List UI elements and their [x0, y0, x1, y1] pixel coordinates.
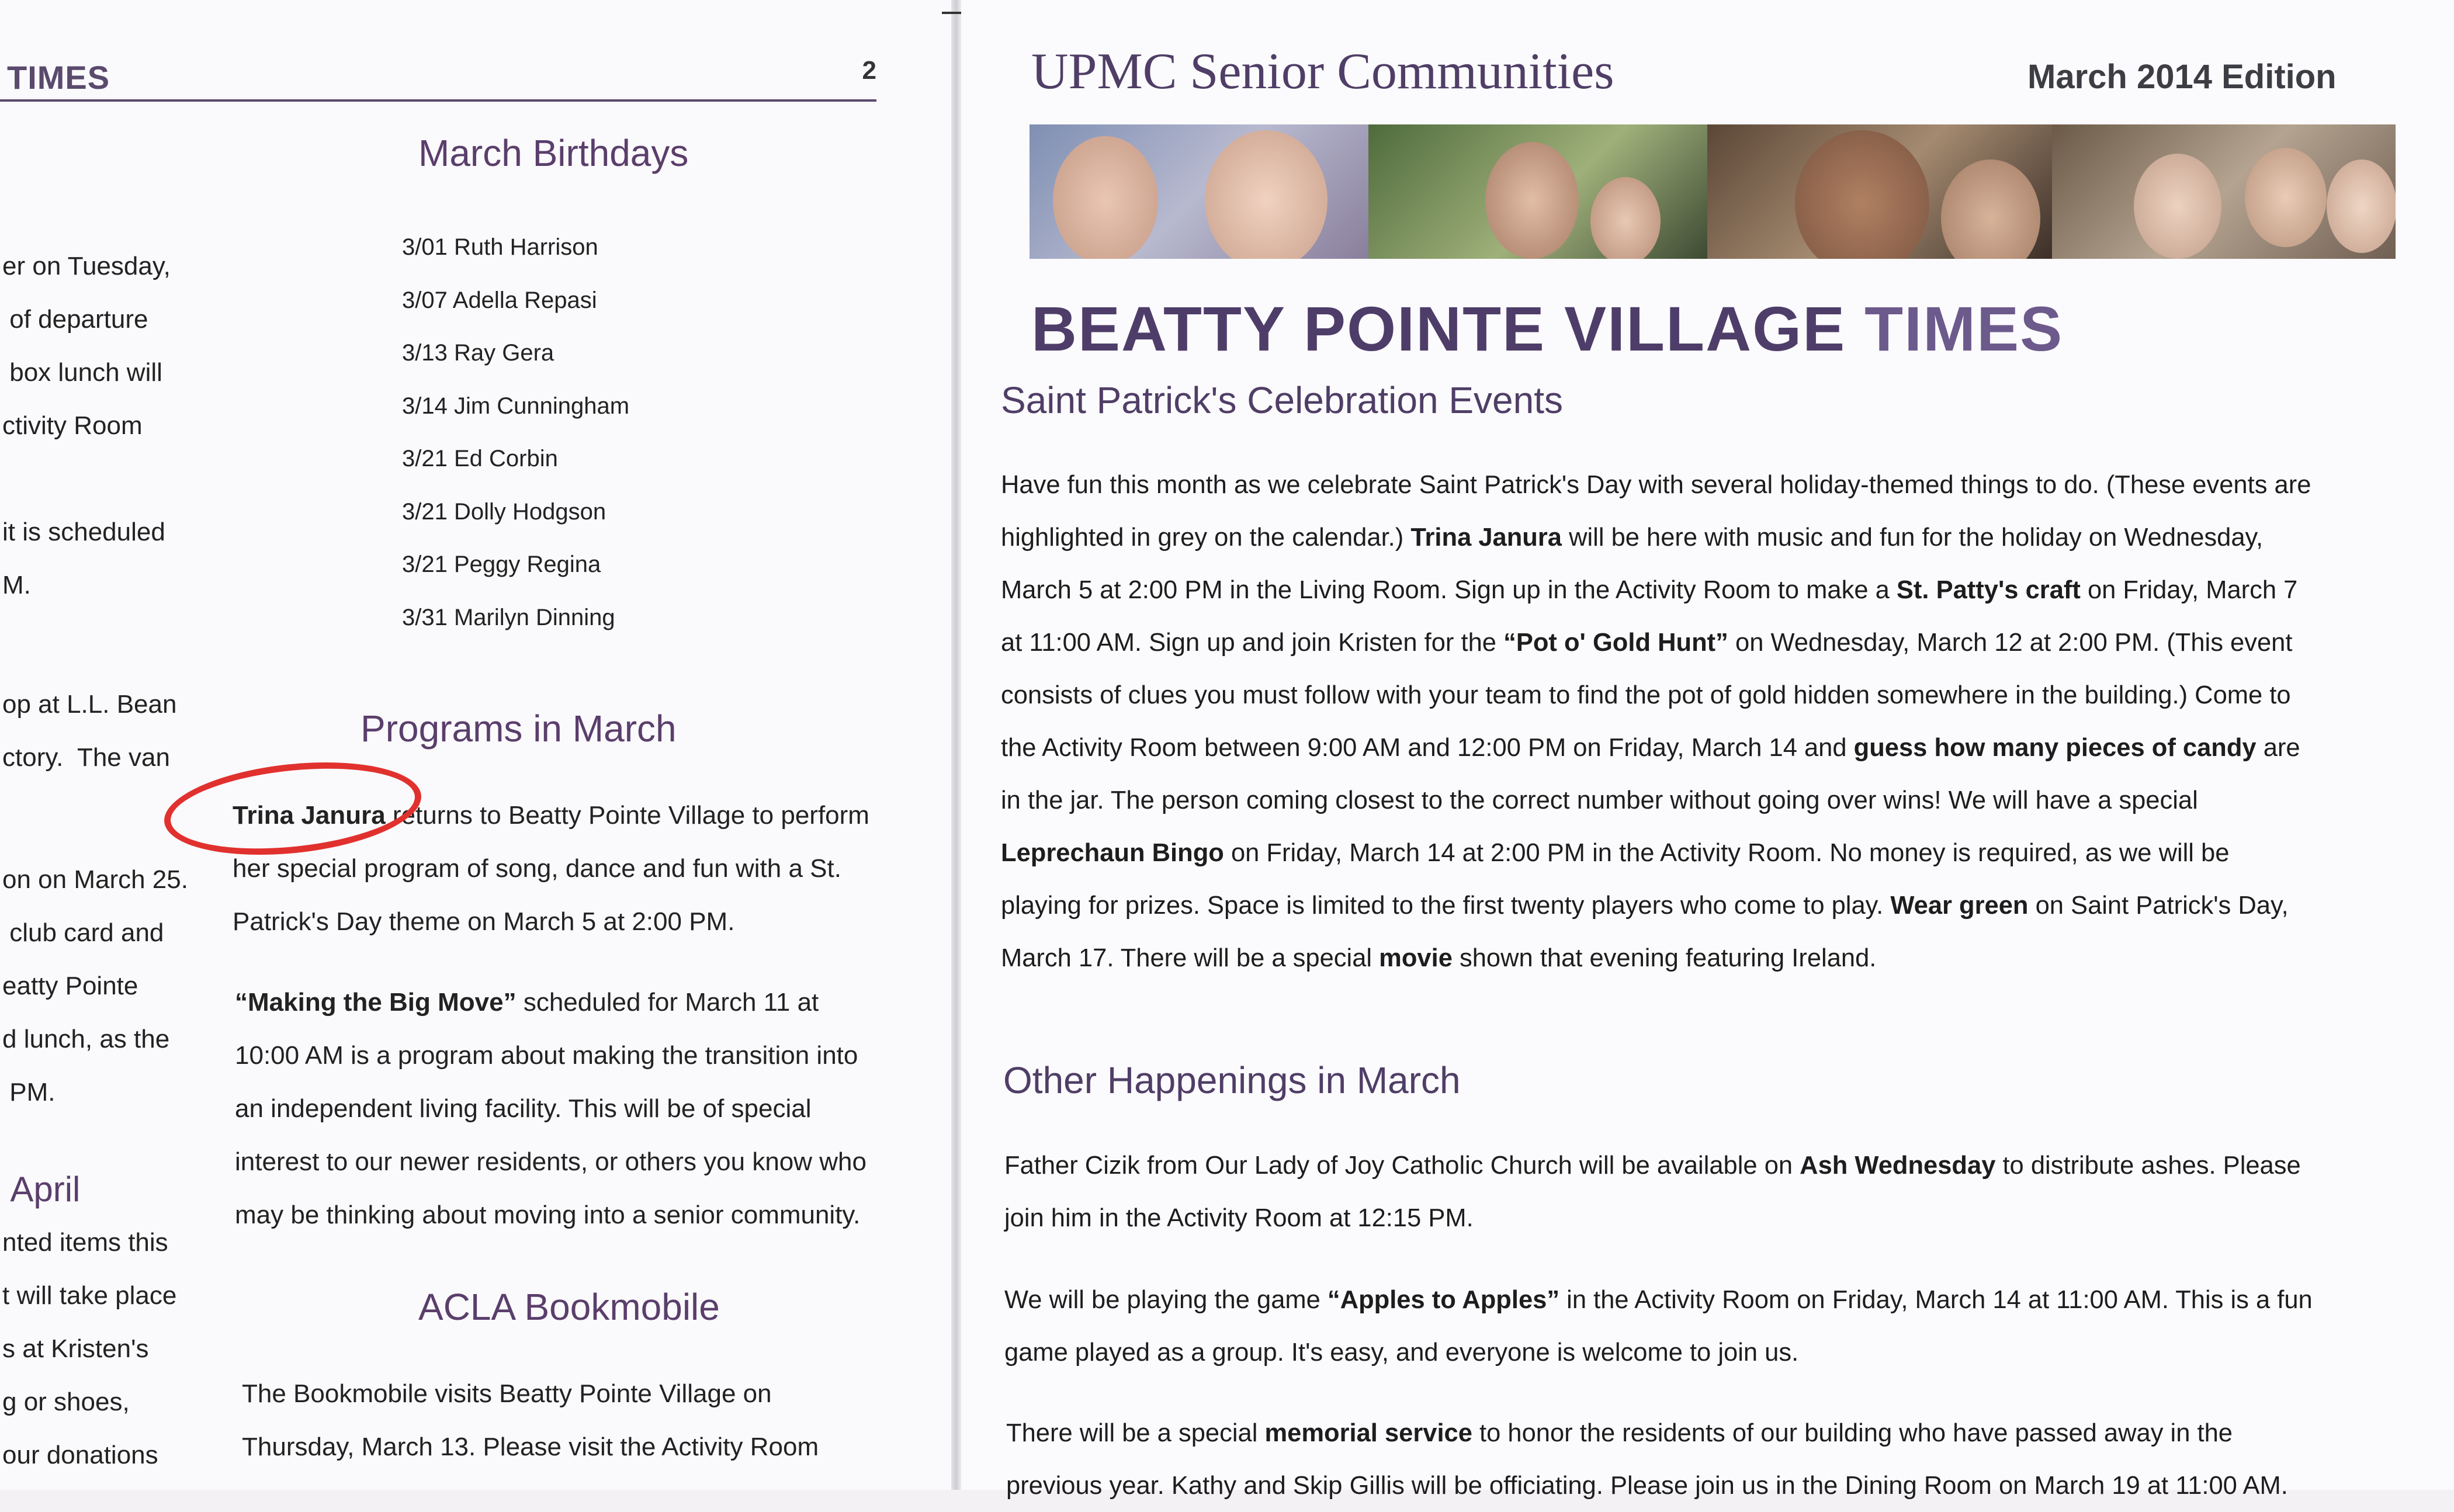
text: to distribute ashes. Please [1995, 1152, 2301, 1180]
text-line [1001, 932, 2403, 984]
column-fragment: PM. [2, 1078, 56, 1107]
edition-label: March 2014 Edition [2027, 58, 2337, 96]
column-fragment: box lunch will [2, 358, 162, 387]
bold-text: Trina Janura [233, 801, 386, 830]
title-end: TIMES [1864, 293, 2064, 364]
text-line [1001, 827, 2403, 879]
bookmobile-heading: ACLA Bookmobile [418, 1286, 720, 1328]
text: consists of clues you must follow with your team to find the pot of gold hidden somewhere in the building.) Come to [1001, 681, 2291, 709]
text: returns to Beatty Pointe Village to perform [385, 801, 869, 830]
text: on Saint Patrick's Day, [2028, 892, 2289, 920]
column-fragment: er on Tuesday, [2, 252, 171, 280]
text-line [1004, 1139, 2407, 1192]
text: game played as a group. It's easy, and everyone is welcome to join us. [1004, 1338, 1799, 1367]
bold-text: movie [1379, 944, 1453, 972]
text-line [235, 1135, 866, 1188]
header-title-fragment: TIMES [7, 59, 110, 96]
text-line [1001, 616, 2403, 669]
text: playing for prizes. Space is limited to the first twenty players who come to play. [1001, 892, 1891, 920]
column-fragment: April [2, 1170, 81, 1209]
text-line [1004, 1274, 2407, 1326]
birthday-item: 3/21 Dolly Hodgson [402, 498, 606, 525]
text: shown that evening featuring Ireland. [1452, 944, 1877, 972]
text: on Friday, March 7 [2080, 576, 2298, 604]
text: in the jar. The person coming closest to the correct number without going over wins! We will have a special [1001, 786, 2198, 814]
other-apples-to-apples [1004, 1274, 2407, 1379]
photo-2 [1368, 124, 1707, 259]
bold-text: guess how many pieces of candy [1853, 734, 2257, 762]
text: in the Activity Room on Friday, March 14 at 11:00 AM. This is a fun [1559, 1286, 2313, 1314]
text: March 17. There will be a special [1001, 944, 1379, 972]
text: Father Cizik from Our Lady of Joy Catholic Church will be available on [1004, 1152, 1800, 1180]
text-line [233, 842, 869, 895]
column-fragment: eatty Pointe [2, 972, 138, 1000]
bold-text: “Apples to Apples” [1327, 1286, 1560, 1314]
page-gutter [951, 0, 961, 1490]
text-line [1001, 722, 2403, 774]
column-fragment: nted items this [2, 1228, 168, 1257]
text-line [1001, 459, 2403, 511]
page-number: 2 [862, 56, 876, 85]
column-fragment: g or shoes, [2, 1388, 130, 1416]
stpatrick-body [1001, 459, 2403, 984]
text: at 11:00 AM. Sign up and join Kristen for the [1001, 629, 1504, 657]
organization-name: UPMC Senior Communities [1031, 43, 1614, 100]
birthday-item: 3/13 Ray Gera [402, 340, 554, 366]
text: March 5 at 2:00 PM in the Living Room. Sign up in the Activity Room to make a [1001, 576, 1897, 604]
text: scheduled for March 11 at [516, 988, 819, 1017]
column-fragment: our donations [2, 1441, 158, 1469]
text-line [235, 1029, 866, 1082]
left-page [0, 0, 952, 1490]
text: join him in the Activity Room at 12:15 PM. [1004, 1204, 1474, 1232]
text: an independent living facility. This will be of special [235, 1094, 812, 1123]
column-fragment: s at Kristen's [2, 1334, 149, 1363]
text-line: Thursday, March 13. Please visit the Activity Room [242, 1433, 819, 1461]
title-main: BEATTY POINTE VILLAGE [1031, 293, 1865, 364]
other-memorial-service [1006, 1407, 2408, 1512]
text-line [1006, 1407, 2408, 1459]
text-line [1004, 1326, 2407, 1379]
birthday-item: 3/31 Marilyn Dinning [402, 604, 615, 630]
birthday-item: 3/21 Ed Corbin [402, 446, 558, 471]
text-line: The Bookmobile visits Beatty Pointe Village on [242, 1379, 772, 1408]
program-big-move [235, 976, 866, 1241]
text: will be here with music and fun for the holiday on Wednesday, [1562, 523, 2264, 552]
text: interest to our newer residents, or others you know who [235, 1147, 866, 1176]
bold-text: St. Patty's craft [1896, 576, 2081, 604]
photo-4 [2052, 124, 2396, 259]
birthday-item: 3/07 Adella Repasi [402, 287, 597, 313]
bold-text: “Making the Big Move” [235, 988, 517, 1017]
column-fragment: on on March 25. [2, 865, 188, 894]
text: on Friday, March 14 at 2:00 PM in the Activity Room. No money is required, as we will be [1223, 839, 2230, 867]
column-fragment: of departure [2, 305, 148, 334]
birthday-item: 3/14 Jim Cunningham [402, 393, 630, 419]
left-page-header [0, 53, 876, 102]
birthdays-heading: March Birthdays [418, 132, 689, 174]
programs-heading: Programs in March [361, 708, 677, 750]
bookmobile-text [242, 1367, 819, 1473]
bold-text: Wear green [1890, 892, 2029, 920]
stpatrick-heading: Saint Patrick's Celebration Events [1001, 379, 1563, 421]
text: Patrick's Day theme on March 5 at 2:00 PM. [233, 907, 735, 936]
text: 10:00 AM is a program about making the transition into [235, 1041, 858, 1070]
bold-text: Trina Janura [1410, 523, 1562, 552]
other-ash-wednesday [1004, 1139, 2407, 1244]
text-line [1006, 1459, 2408, 1512]
column-fragment: op at L.L. Bean [2, 690, 177, 719]
text-line [235, 1188, 866, 1241]
text: highlighted in grey on the calendar.) [1001, 523, 1411, 552]
photo-3 [1707, 124, 2052, 259]
text-line [1001, 564, 2403, 616]
text-line [1001, 669, 2403, 722]
text-line [1001, 774, 2403, 827]
column-fragment: M. [2, 571, 31, 599]
text: We will be playing the game [1004, 1286, 1327, 1314]
text: the Activity Room between 9:00 AM and 12:00 PM on Friday, March 14 and [1001, 734, 1854, 762]
text-line [235, 976, 866, 1029]
photo-1 [1030, 124, 1368, 259]
text: previous year. Kathy and Skip Gillis will be officiating. Please join us in the Dining Room on March 19 at 11:00 AM. [1006, 1472, 2288, 1500]
text: to honor the residents of our building who have passed away in the [1472, 1419, 2233, 1447]
column-fragment: t will take place [2, 1281, 177, 1310]
text-line [1004, 1192, 2407, 1244]
text-line [233, 895, 869, 948]
bold-text: “Pot o' Gold Hunt” [1503, 629, 1728, 657]
text: There will be a special [1006, 1419, 1265, 1447]
column-fragment: ctory. The van [2, 743, 170, 772]
column-fragment: ctivity Room [2, 411, 143, 440]
birthday-item: 3/01 Ruth Harrison [402, 234, 598, 260]
column-fragment: d lunch, as the [2, 1025, 170, 1053]
column-fragment: it is scheduled [2, 518, 165, 546]
text-line [1001, 879, 2403, 932]
bold-text: Ash Wednesday [1800, 1152, 1996, 1180]
text-line [1001, 511, 2403, 564]
bold-text: memorial service [1264, 1419, 1472, 1447]
text-line [235, 1082, 866, 1135]
text: her special program of song, dance and fun with a St. [233, 854, 841, 883]
bold-text: Leprechaun Bingo [1001, 839, 1224, 867]
text: may be thinking about moving into a senior community. [235, 1201, 861, 1229]
text: on Wednesday, March 12 at 2:00 PM. (This event [1728, 629, 2293, 657]
text: are [2256, 734, 2300, 762]
column-fragment: club card and [2, 918, 164, 947]
text: Have fun this month as we celebrate Saint Patrick's Day with several holiday-themed things to do. (These events are [1001, 471, 2311, 499]
other-heading: Other Happenings in March [1003, 1059, 1461, 1101]
birthday-item: 3/21 Peggy Regina [402, 552, 601, 577]
birthday-list [402, 221, 629, 644]
newsletter-title [1031, 292, 2063, 365]
photo-banner [1030, 124, 2396, 259]
